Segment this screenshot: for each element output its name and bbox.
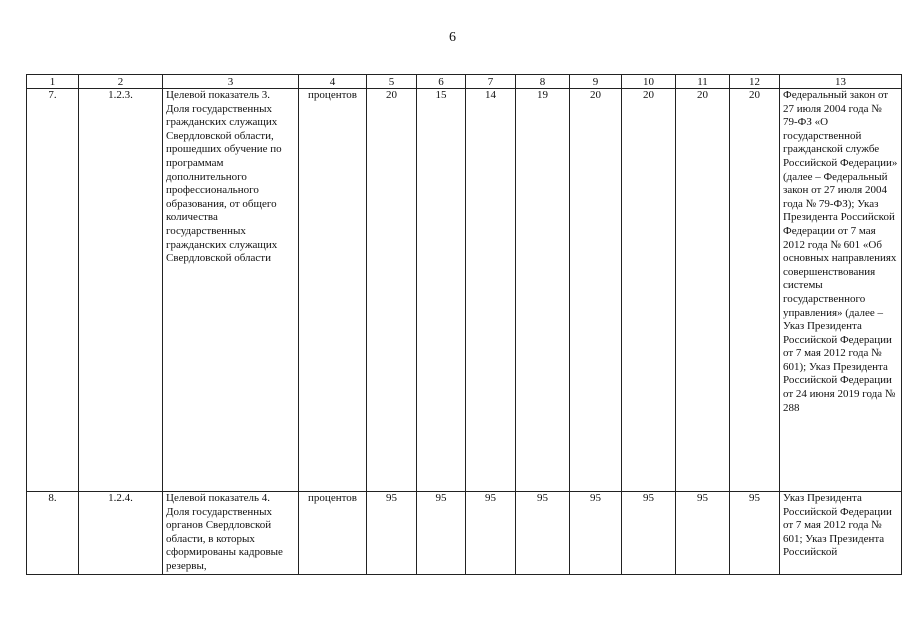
column-header: 9 — [570, 75, 622, 89]
column-header: 3 — [163, 75, 299, 89]
column-header: 12 — [730, 75, 780, 89]
value-cell: 20 — [367, 89, 417, 492]
column-header: 7 — [466, 75, 516, 89]
column-header: 11 — [676, 75, 730, 89]
header-row — [27, 75, 902, 89]
indicators-table — [26, 74, 902, 575]
unit-cell: процентов — [299, 89, 367, 492]
value-cell: 95 — [730, 492, 780, 575]
row-code: 1.2.3. — [79, 89, 163, 492]
column-header: 10 — [622, 75, 676, 89]
indicator-name: Целевой показатель 3. Доля государственных гражданских служащих Свердловской области, прошедших обучение по программам дополнительного профессионального образования, от общего количества государственных гражданских служащих Свердловской области — [163, 89, 299, 492]
column-header: 13 — [780, 75, 902, 89]
column-header: 4 — [299, 75, 367, 89]
value-cell: 19 — [516, 89, 570, 492]
column-header: 8 — [516, 75, 570, 89]
column-header: 6 — [417, 75, 466, 89]
column-header: 5 — [367, 75, 417, 89]
legal-source: Федеральный закон от 27 июля 2004 года № 79-ФЗ «О государственной гражданской службе Российской Федерации» (далее – Федеральный закон от 27 июля 2004 года № 79-ФЗ); Указ Президента Российской Федерации от 7 мая 2012 года № 601 «Об основных направлениях совершенствования системы государственного управления» (далее – Указ Президента Российской Федерации от 7 мая 2012 года № 601); Указ Президента Российской Федерации от 24 июня 2019 года № 288 — [780, 89, 902, 492]
value-cell: 95 — [570, 492, 622, 575]
value-cell: 15 — [417, 89, 466, 492]
value-cell: 95 — [367, 492, 417, 575]
value-cell: 20 — [570, 89, 622, 492]
row-number: 8. — [27, 492, 79, 575]
value-cell: 95 — [466, 492, 516, 575]
unit-cell: процентов — [299, 492, 367, 575]
value-cell: 95 — [676, 492, 730, 575]
table-row — [27, 492, 902, 575]
value-cell: 20 — [676, 89, 730, 492]
value-cell: 20 — [622, 89, 676, 492]
table-row — [27, 89, 902, 492]
column-header: 1 — [27, 75, 79, 89]
value-cell: 95 — [622, 492, 676, 575]
page-number: 6 — [449, 30, 456, 45]
indicator-name: Целевой показатель 4. Доля государственных органов Свердловской области, в которых сформированы кадровые резервы, — [163, 492, 299, 575]
value-cell: 95 — [516, 492, 570, 575]
value-cell: 14 — [466, 89, 516, 492]
value-cell: 20 — [730, 89, 780, 492]
row-code: 1.2.4. — [79, 492, 163, 575]
row-number: 7. — [27, 89, 79, 492]
column-header: 2 — [79, 75, 163, 89]
legal-source: Указ Президента Российской Федерации от 7 мая 2012 года № 601; Указ Президента Российской — [780, 492, 902, 575]
value-cell: 95 — [417, 492, 466, 575]
